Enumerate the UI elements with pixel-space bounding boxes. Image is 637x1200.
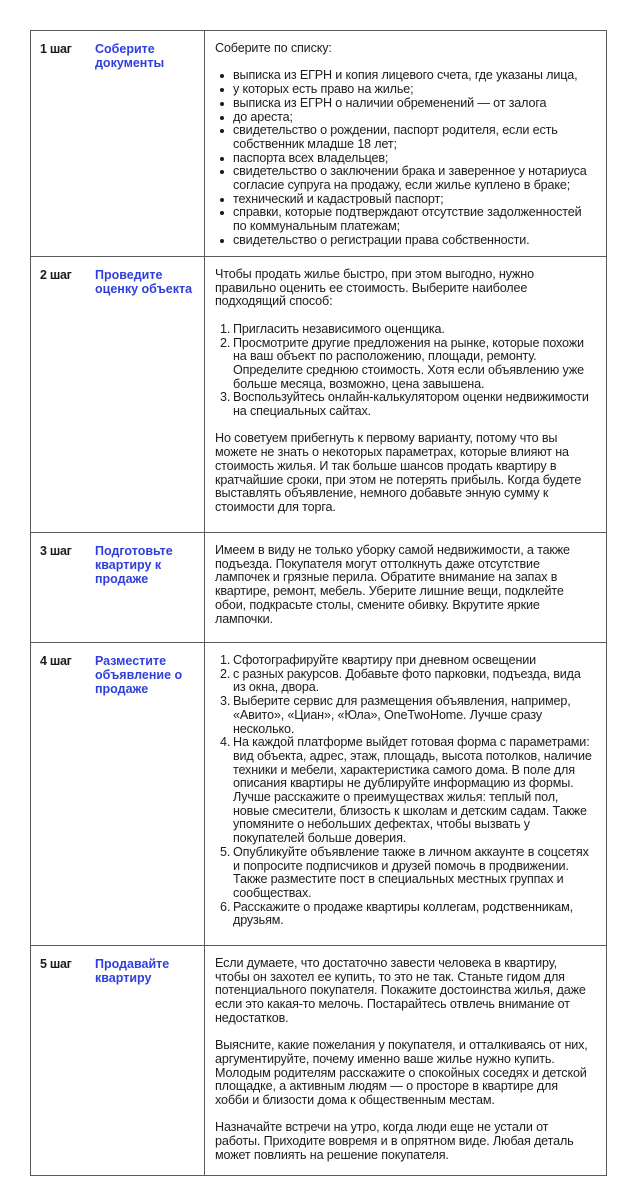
step-title: Подготовьте квартиру к продаже bbox=[81, 533, 205, 642]
step-row-3 bbox=[31, 532, 606, 642]
list-item: 2. Просмотрите другие предложения на рынке, которые похожи на ваш объект по расположению, площади, ремонту. Определите среднюю стоимость. Хотя если объявлению уже больше месяца, возможно, цена завышена. bbox=[220, 335, 584, 391]
step-row-4 bbox=[31, 642, 606, 945]
list-item: 1. Сфотографируйте квартиру при дневном освещении bbox=[220, 653, 537, 667]
list-item: 4. На каждой платформе выйдет готовая форма с параметрами: вид объекта, адрес, этаж, площадь, высота потолков, наличие техники и мебели, характеристика самого дома. В поле для описания квартиры не дублируйте информацию из формы. Лучше расскажите о преимуществах жилья: теплый пол, новые смесители, близость к школам и детским садам. Также упомяните о небольших дефектах, чтобы вызвать у покупателей больше доверия. bbox=[220, 735, 592, 846]
list-item: выписка из ЕГРН и копия лицевого счета, где указаны лица, bbox=[215, 69, 594, 83]
list-item: 2. с разных ракурсов. Добавьте фото парковки, подъезда, вида из окна, двора. bbox=[220, 666, 581, 695]
intro-text: Соберите по списку: bbox=[215, 41, 332, 55]
body-text: Имеем в виду не только уборку самой недвижимости, а также подъезда. Покупателя могут оттолкнуть даже отсутствие лампочек и грязные перила. Обратите внимание на запах в квартире, ремонт, мебель. Уберите лишние вещи, подклейте обои, подкрасьте столы, смените обивку. Вкрутите яркие лампочки. bbox=[215, 543, 570, 626]
list-item: 1. Пригласить независимого оценщика. bbox=[220, 321, 445, 336]
step-row-1 bbox=[31, 31, 606, 256]
step-number: 3 шаг bbox=[40, 544, 72, 558]
list-item: 5. Опубликуйте объявление также в личном аккаунте в соцсетях и попросите подписчиков и друзей помочь в продвижении. Также разместите пост в специальных местных группах и сообществах. bbox=[220, 844, 589, 900]
step-row-2 bbox=[31, 256, 606, 532]
step-content bbox=[205, 946, 606, 1175]
list-item: паспорта всех владельцев; bbox=[215, 152, 594, 166]
step-title: Проведите оценку объекта bbox=[81, 257, 205, 532]
list-item: 6. Расскажите о продаже квартиры коллегам, родственникам, друзьям. bbox=[220, 899, 573, 928]
document-list bbox=[215, 69, 594, 247]
list-item: выписка из ЕГРН о наличии обременений — от залога bbox=[215, 97, 594, 111]
step-title: Соберите документы bbox=[81, 31, 205, 256]
paragraph: Назначайте встречи на утро, когда люди еще не устали от работы. Приходите вовремя и в опрятном виде. Любая деталь может повлиять на решение покупателя. bbox=[215, 1120, 574, 1162]
paragraph: Если думаете, что достаточно завести человека в квартиру, чтобы он захотел ее купить, то это не так. Станьте гидом для потенциального покупателя. Покажите достоинства жилья, даже если это какая-то мелочь. Постарайтесь отвлечь внимание от недостатков. bbox=[215, 956, 586, 1025]
list-item: у которых есть право на жилье; bbox=[215, 83, 594, 97]
list-item: 3. Выберите сервис для размещения объявления, например, «Авито», «Циан», «Юла», OneTwoHome. Лучше сразу несколько. bbox=[220, 694, 571, 736]
steps-table bbox=[30, 30, 607, 1176]
step-title: Продавайте квартиру bbox=[81, 946, 205, 1175]
list-item: 3. Воспользуйтесь онлайн-калькулятором оценки недвижимости на специальных сайтах. bbox=[220, 390, 589, 419]
step-content bbox=[205, 643, 606, 945]
listing-steps-list bbox=[215, 654, 594, 928]
step-number: 5 шаг bbox=[40, 957, 72, 971]
step-content bbox=[205, 533, 606, 642]
step-content bbox=[205, 257, 606, 532]
paragraph: Выясните, какие пожелания у покупателя, и отталкиваясь от них, аргументируйте, почему именно ваше жилье нужно купить. Молодым родителям расскажите о спокойных соседях и детской площадке, а активным людям — о просторе в квартире для хобби и близости дома к общественным местам. bbox=[215, 1038, 588, 1108]
step-row-5 bbox=[31, 945, 606, 1175]
step-number: 4 шаг bbox=[40, 654, 72, 668]
list-item: технический и кадастровый паспорт; bbox=[215, 193, 594, 207]
list-item: справки, которые подтверждают отсутствие задолженностей по коммунальным платежам; bbox=[215, 206, 594, 233]
step-number: 1 шаг bbox=[40, 42, 72, 56]
step-content bbox=[205, 31, 606, 256]
list-item: свидетельство о рождении, паспорт родителя, если есть собственник младше 18 лет; bbox=[215, 124, 594, 151]
intro-text: Чтобы продать жилье быстро, при этом выгодно, нужно правильно оценить ее стоимость. Выберите наиболее подходящий способ: bbox=[215, 267, 534, 309]
valuation-options-list bbox=[215, 323, 594, 419]
list-item: свидетельство о регистрации права собственности. bbox=[215, 234, 594, 248]
list-item: свидетельство о заключении брака и заверенное у нотариуса согласие супруга на продажу, если жилье куплено в браке; bbox=[215, 165, 594, 192]
outro-text: Но советуем прибегнуть к первому варианту, потому что вы можете не знать о некоторых параметрах, которые влияют на стоимость жилья. И так больше шансов продать квартиру в кратчайшие сроки, при этом не потерять прибыль. Когда будете выставлять объявление, немного добавьте энную сумму к стоимости для торга. bbox=[215, 431, 582, 514]
step-title: Разместите объявление о продаже bbox=[81, 643, 205, 945]
step-number: 2 шаг bbox=[40, 268, 72, 282]
list-item: до ареста; bbox=[215, 111, 594, 125]
